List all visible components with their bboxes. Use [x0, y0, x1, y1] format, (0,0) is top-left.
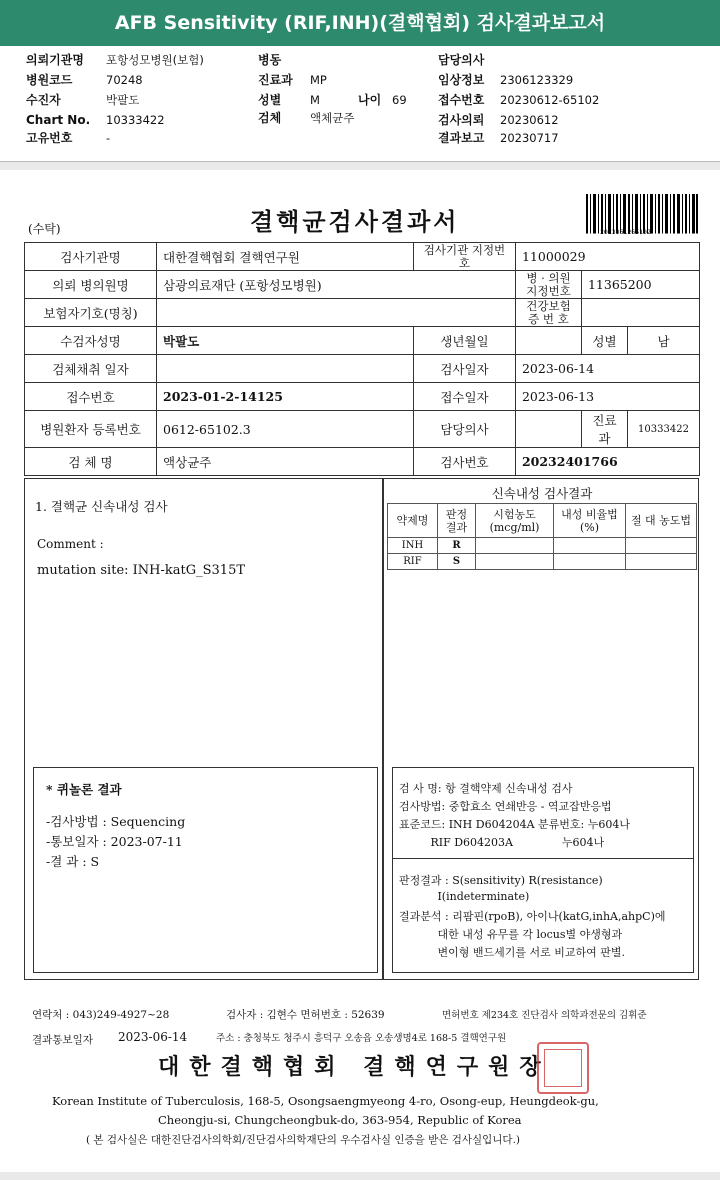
- info-value: -: [106, 131, 111, 145]
- judge-line: 결과분석 : 리팜핀(rpoB), 아이나(katG,inhA,ahpC)에: [399, 910, 666, 923]
- info-row: [26, 70, 143, 90]
- info-row: [438, 90, 599, 110]
- table-row: [25, 448, 700, 476]
- report-title: AFB Sensitivity (RIF,INH)(결핵협회) 검사결과보고서: [0, 0, 720, 46]
- col-header: 시험농도 (mcg/ml): [476, 504, 554, 538]
- right-result-box: [383, 478, 699, 980]
- report-header-table: [24, 242, 700, 476]
- judge-line: 변이형 밴드세기를 서로 비교하여 판별.: [399, 946, 625, 959]
- table-row: [388, 538, 697, 554]
- footer-tester: 검사자 : 김현수 면허번호 : 52639: [226, 1009, 385, 1021]
- info-row: [438, 110, 559, 130]
- reg-label: 병원환자 등록번호: [25, 411, 157, 448]
- section-title: 1. 결핵균 신속내성 검사: [35, 499, 168, 514]
- info-label: 병동: [258, 53, 282, 67]
- divider: [393, 858, 693, 859]
- info-label: 검사의뢰: [438, 113, 485, 127]
- inst-no-value: 11000029: [515, 243, 699, 271]
- test-date-label: 검사일자: [413, 355, 515, 383]
- test-no-value: 20232401766: [515, 448, 699, 476]
- table-header-row: [388, 504, 697, 538]
- info-value: M: [310, 93, 320, 107]
- health-label: 건강보험 증 번 호: [515, 299, 581, 327]
- req-no-label: 병 · 의원 지정번호: [515, 271, 581, 299]
- method-box: [392, 767, 694, 973]
- col-header: 절 대 농도법: [626, 504, 697, 538]
- sex-value: 남: [627, 327, 699, 355]
- info-label: 나이: [358, 93, 382, 107]
- info-row: [26, 128, 110, 148]
- info-value: 20230612: [500, 113, 559, 127]
- quinolone-result: -결 과 : S: [46, 854, 100, 869]
- birth-value: [515, 327, 581, 355]
- req-no-value: 11365200: [581, 271, 699, 299]
- document-title: 결핵균검사결과서: [250, 207, 460, 236]
- inst-label: 검사기관명: [25, 243, 157, 271]
- method-line: 검사방법: 중합효소 연쇄반응 - 역교잡반응법: [399, 800, 612, 813]
- accept-date-label: 접수일자: [413, 383, 515, 411]
- info-row: [258, 50, 310, 70]
- info-row: [258, 108, 354, 128]
- drug-name: INH: [388, 538, 438, 554]
- organization-name: 대한결핵협회 결핵연구원장: [158, 1054, 551, 1080]
- dept-label: 진료과: [581, 411, 627, 448]
- quinolone-date: -통보일자 : 2023-07-11: [46, 834, 183, 849]
- quinolone-title: * 퀴놀론 결과: [46, 782, 122, 797]
- health-value: [581, 299, 699, 327]
- quinolone-box: [33, 767, 378, 973]
- drug-ratio: [554, 538, 626, 554]
- sex-label: 성별: [581, 327, 627, 355]
- col-header: 판정 결과: [438, 504, 476, 538]
- info-label: 의뢰기관명: [26, 53, 84, 67]
- info-value: 2306123329: [500, 73, 574, 87]
- info-label: 수진자: [26, 93, 61, 107]
- info-row: [26, 90, 139, 110]
- drug-conc: [476, 538, 554, 554]
- collect-value: [157, 355, 414, 383]
- footer-address-en-1: Korean Institute of Tuberculosis, 168-5, Osongsaengmyeong 4-ro, Osong-eup, Heungdeok-gu,: [52, 1094, 599, 1108]
- info-value: 10333422: [106, 113, 165, 127]
- judge-line: 대한 내성 유무를 각 locus별 야생형과: [399, 928, 623, 941]
- inst-value: 대한결핵협회 결핵연구원: [157, 243, 414, 271]
- table-row: [25, 243, 700, 271]
- specimen-label: 검 체 명: [25, 448, 157, 476]
- specimen-value: 액상균주: [157, 448, 414, 476]
- insur-value: [157, 299, 516, 327]
- footer-contact: 연락처 : 043)249-4927~28: [32, 1009, 170, 1021]
- table-row: [25, 411, 700, 448]
- footer-address: 주소 : 충청북도 청주시 흥덕구 오송읍 오송생명4로 168-5 결핵연구원: [216, 1033, 507, 1044]
- info-label: 담당의사: [438, 53, 485, 67]
- footer-notify-date: 2023-06-14: [118, 1030, 188, 1044]
- sensitivity-title: 신속내성 검사결과: [491, 486, 593, 501]
- drug-result: R: [438, 538, 476, 554]
- table-row: [388, 554, 697, 570]
- table-row: [25, 299, 700, 327]
- doctor-label: 담당의사: [413, 411, 515, 448]
- drug-abs: [626, 538, 697, 554]
- req-label: 의뢰 병의원명: [25, 271, 157, 299]
- info-value: 70248: [106, 73, 143, 87]
- info-label: 병원코드: [26, 73, 73, 87]
- info-value: 20230717: [500, 131, 559, 145]
- accept-no-label: 접수번호: [25, 383, 157, 411]
- inst-no-label: 검사기관 지정번호: [413, 243, 515, 271]
- footer-certification: ( 본 검사실은 대한진단검사의학회/진단검사의학재단의 우수검사실 인증을 받은 검사실입니다.): [86, 1134, 521, 1146]
- info-row: [438, 50, 500, 70]
- info-row: [358, 90, 407, 110]
- accept-no-value: 2023-01-2-14125: [157, 383, 414, 411]
- consignment-label: (수탁): [28, 222, 61, 236]
- col-header: 내성 비율법(%): [554, 504, 626, 538]
- table-row: [25, 327, 700, 355]
- drug-ratio: [554, 554, 626, 570]
- name-value: 박팔도: [157, 327, 414, 355]
- info-value: 20230612-65102: [500, 93, 600, 107]
- info-row: [258, 90, 320, 110]
- doctor-value: [515, 411, 581, 448]
- col-header: 약제명: [388, 504, 438, 538]
- drug-name: RIF: [388, 554, 438, 570]
- info-value: 포항성모병원(보험): [106, 53, 204, 67]
- info-row: [258, 70, 327, 90]
- footer-address-en-2: Cheongju-si, Chungcheongbuk-do, 363-954, Republic of Korea: [158, 1113, 522, 1127]
- method-line: 표준코드: INH D604204A 분류번호: 누604나: [399, 818, 630, 831]
- info-label: 접수번호: [438, 93, 485, 107]
- info-row: [438, 70, 573, 90]
- info-value: MP: [310, 73, 327, 87]
- info-label: 진료과: [258, 73, 293, 87]
- info-row: [26, 50, 204, 70]
- barcode-number: 2023061265102: [600, 228, 651, 236]
- info-label: Chart No.: [26, 113, 91, 127]
- method-line: RIF D604203A 누604나: [399, 836, 605, 849]
- test-date-value: 2023-06-14: [515, 355, 699, 383]
- dept-value: 10333422: [627, 411, 699, 448]
- info-label: 고유번호: [26, 131, 73, 145]
- collect-label: 검체채취 일자: [25, 355, 157, 383]
- info-label: 임상정보: [438, 73, 485, 87]
- table-row: [25, 355, 700, 383]
- patient-info-panel: [0, 46, 720, 162]
- info-label: 성별: [258, 93, 282, 107]
- accept-date-value: 2023-06-13: [515, 383, 699, 411]
- scanned-document: [0, 170, 720, 1172]
- official-seal-icon: [537, 1042, 589, 1094]
- info-value: 액체균주: [310, 111, 355, 125]
- drug-conc: [476, 554, 554, 570]
- footer-notify-label: 결과통보일자: [32, 1034, 93, 1046]
- name-label: 수검자성명: [25, 327, 157, 355]
- method-line: 검 사 명: 항 결핵약제 신속내성 검사: [399, 782, 573, 795]
- info-row: [26, 110, 165, 130]
- req-value: 삼광의료재단 (포항성모병원): [157, 271, 516, 299]
- drug-abs: [626, 554, 697, 570]
- judge-line: 판정결과 : S(sensitivity) R(resistance): [399, 874, 603, 887]
- drug-result: S: [438, 554, 476, 570]
- comment-label: Comment :: [37, 537, 104, 551]
- left-result-box: [24, 478, 383, 980]
- info-value: 박팔도: [106, 93, 140, 107]
- sensitivity-table: [387, 503, 697, 570]
- footer-license: 면허번호 제234호 진단검사 의학과전문의 김휘준: [442, 1010, 647, 1021]
- mutation-site: mutation site: INH-katG_S315T: [37, 563, 246, 578]
- insur-label: 보험자기호(명칭): [25, 299, 157, 327]
- table-row: [25, 271, 700, 299]
- judge-line: I(indeterminate): [399, 890, 530, 903]
- table-row: [25, 383, 700, 411]
- info-value: 69: [392, 93, 407, 107]
- reg-value: 0612-65102.3: [157, 411, 414, 448]
- info-label: 검체: [258, 111, 282, 125]
- info-row: [438, 128, 559, 148]
- info-label: 결과보고: [438, 131, 485, 145]
- birth-label: 생년월일: [413, 327, 515, 355]
- quinolone-method: -검사방법 : Sequencing: [46, 814, 186, 829]
- test-no-label: 검사번호: [413, 448, 515, 476]
